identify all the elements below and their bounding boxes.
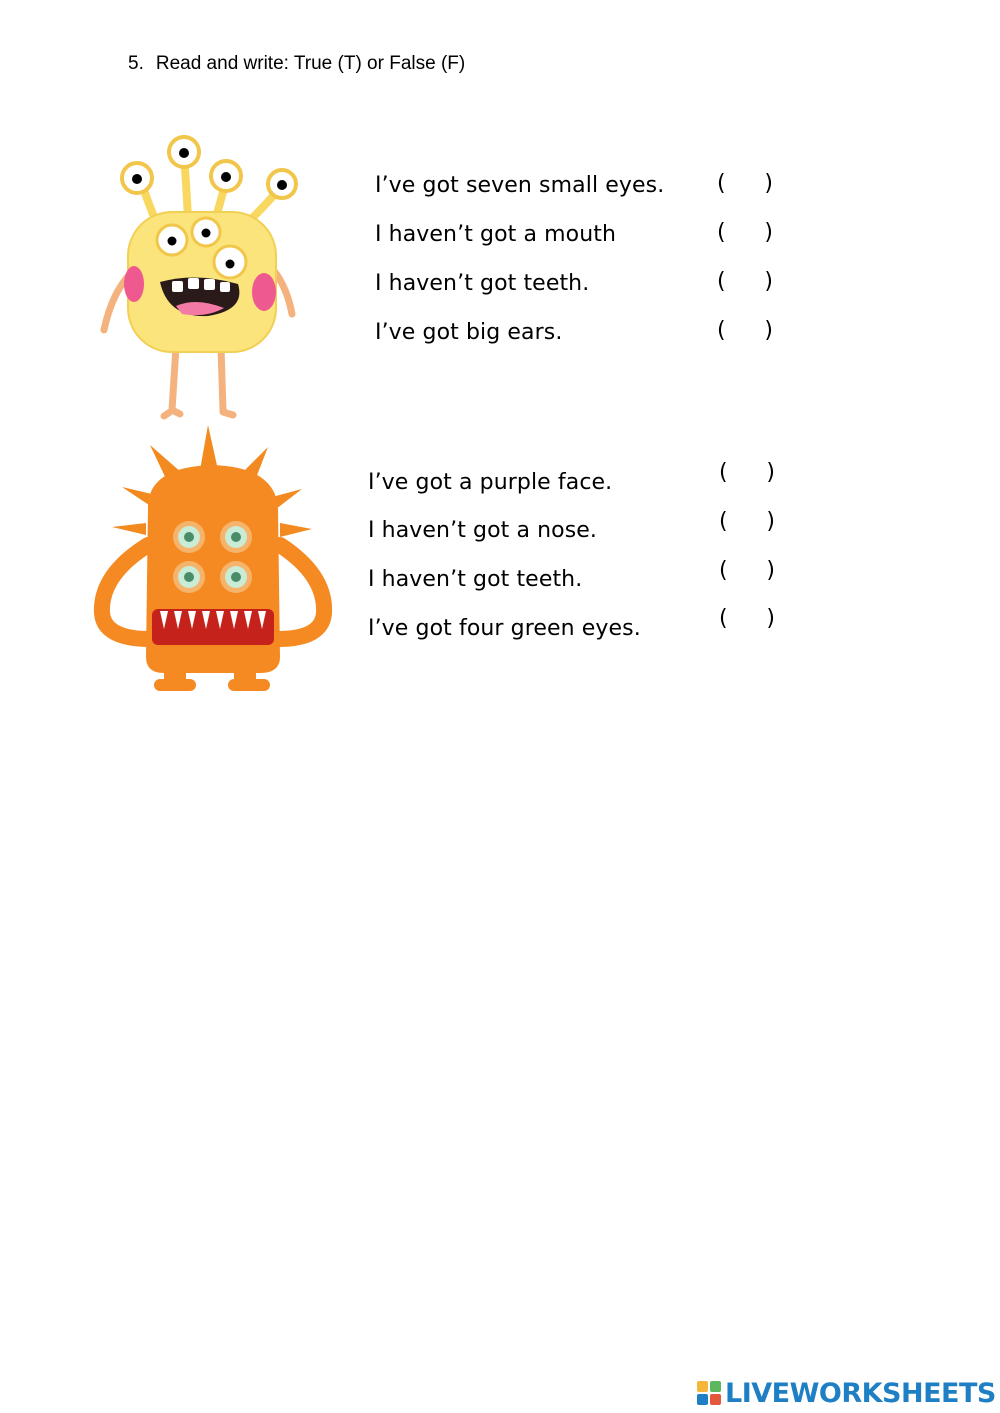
yellow-monster-image bbox=[96, 132, 306, 420]
answer-box-2-3[interactable]: ( ) bbox=[719, 557, 775, 583]
liveworksheets-logo[interactable] bbox=[697, 1376, 996, 1410]
answer-box-1-1[interactable]: ( ) bbox=[717, 170, 773, 196]
statement-1-1: I’ve got seven small eyes. bbox=[375, 173, 665, 198]
answer-box-2-1[interactable]: ( ) bbox=[719, 459, 775, 485]
answer-box-1-3[interactable]: ( ) bbox=[717, 268, 773, 294]
instruction-text: Read and write: True (T) or False (F) bbox=[155, 53, 466, 74]
answer-box-1-4[interactable]: ( ) bbox=[717, 317, 773, 343]
statement-1-4: I’ve got big ears. bbox=[375, 320, 563, 345]
answer-box-2-4[interactable]: ( ) bbox=[719, 605, 775, 631]
statement-2-4: I’ve got four green eyes. bbox=[368, 616, 641, 641]
instruction-heading bbox=[128, 53, 465, 75]
answer-box-2-2[interactable]: ( ) bbox=[719, 508, 775, 534]
statement-2-3: I haven’t got teeth. bbox=[368, 567, 583, 592]
statement-2-2: I haven’t got a nose. bbox=[368, 518, 598, 543]
statement-1-2: I haven’t got a mouth bbox=[375, 222, 617, 247]
statement-2-1: I’ve got a purple face. bbox=[368, 470, 613, 495]
question-number: 5. bbox=[128, 53, 144, 74]
answer-box-1-2[interactable]: ( ) bbox=[717, 219, 773, 245]
liveworksheets-logo-icon bbox=[697, 1381, 721, 1405]
statement-1-3: I haven’t got teeth. bbox=[375, 271, 590, 296]
orange-monster-image bbox=[90, 425, 338, 693]
logo-text: LIVEWORKSHEETS bbox=[725, 1377, 996, 1409]
